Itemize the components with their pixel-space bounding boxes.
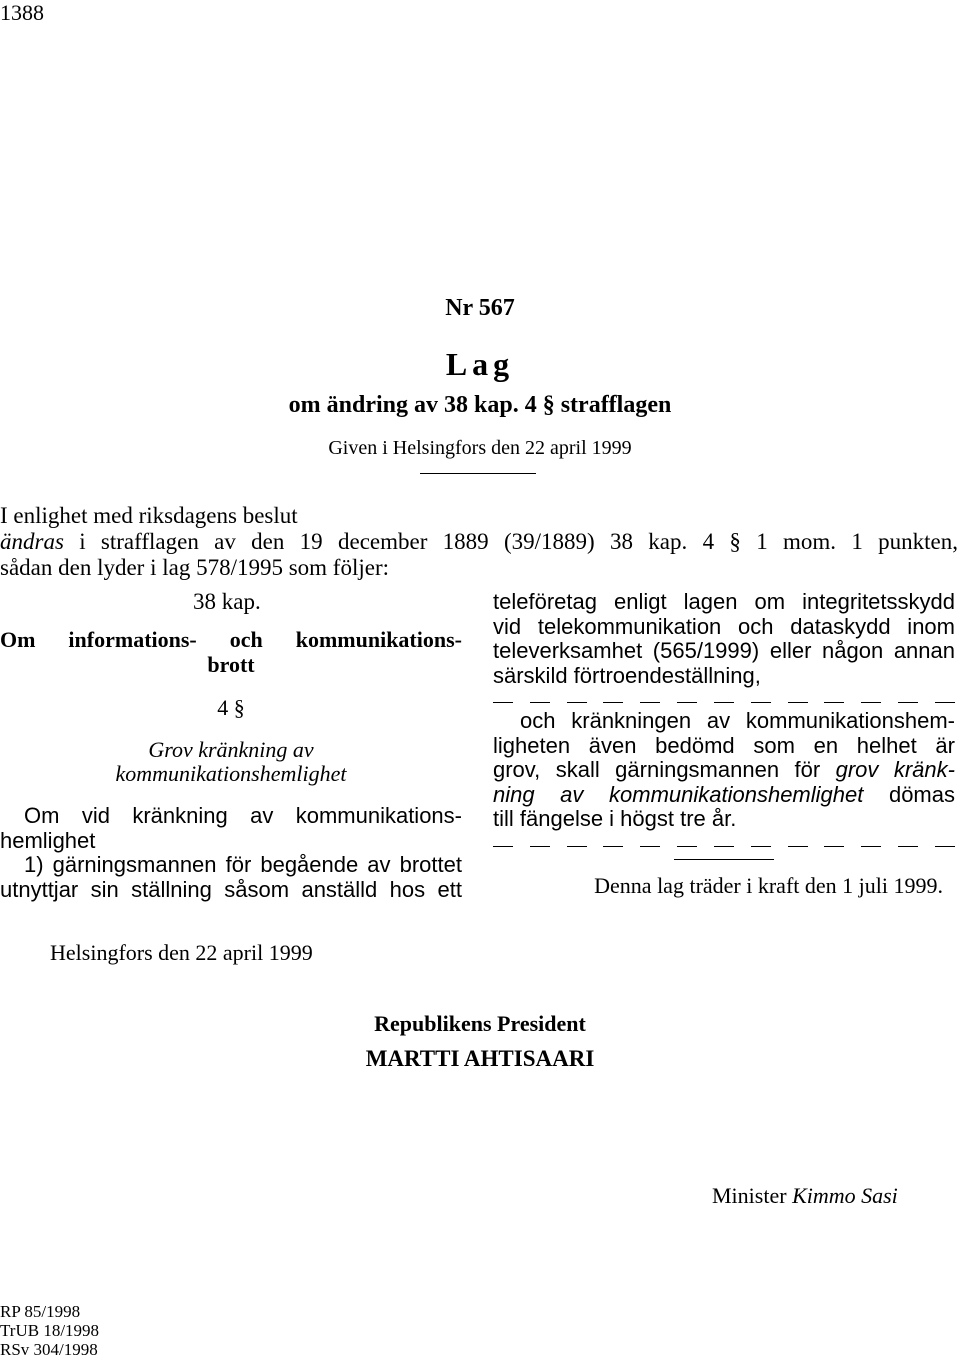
sub-line-2: ligheten även bedömd som en helhet är [493, 732, 955, 758]
enactment-line-3: sådan den lyder i lag 578/1995 som följer: [0, 555, 390, 580]
sub-line-4-italic: ning av kommunikationshemlighet [493, 781, 864, 807]
chapter-heading-line-1: Om informations- och kommunikations- [0, 626, 462, 652]
paragraph-number-value: 4 [217, 694, 229, 720]
right-column [493, 590, 955, 898]
sub-line-4 [493, 783, 955, 808]
enactment-line-2 [0, 529, 958, 555]
law-title-post: strafflagen [560, 392, 672, 418]
left-column [0, 590, 462, 902]
legislative-references [0, 1302, 99, 1359]
law-title-pre: om ändring av 38 kap. 4 [288, 392, 537, 418]
document-type: Lag [445, 346, 515, 382]
body-line-4: utnyttjar sin ställning såsom anställd hos ett [0, 876, 462, 902]
reference-item: TrUB 18/1998 [0, 1321, 100, 1340]
minister-name: Kimmo Sasi [792, 1183, 898, 1208]
omission-dashes [493, 838, 955, 847]
section-sign-icon: § [233, 694, 245, 720]
president-title: Republikens President [374, 1011, 586, 1036]
right-line-2: vid telekommunikation och dataskydd inom [493, 613, 955, 639]
president-name: MARTTI AHTISAARI [365, 1046, 595, 1071]
effective-date: Denna lag träder i kraft den 1 juli 1999. [594, 872, 943, 898]
right-line-1: teleföretag enligt lagen om integritetsskydd [493, 589, 955, 614]
body-line-1: Om vid kränkning av kommunikations- [24, 803, 462, 828]
sub-line-4-post: dömas [888, 781, 955, 807]
minister-signature [712, 1183, 898, 1209]
sub-line-5: till fängelse i högst tre år. [493, 806, 737, 831]
body-line-3: 1) gärningsmannen för begående av brottet [24, 852, 462, 877]
reference-item: RP 85/1998 [0, 1302, 81, 1321]
chapter-heading-line-2: brott [207, 651, 255, 677]
minister-label: Minister [712, 1183, 787, 1208]
law-title [0, 392, 960, 419]
sub-line-3-pre: grov, skall gärningsmannen för [493, 757, 821, 782]
paragraph-title [0, 738, 462, 786]
right-line-4: särskild förtroendeställning, [493, 662, 761, 688]
sub-line-3 [493, 758, 955, 783]
end-divider [674, 859, 774, 860]
enactment-line-1: I enlighet med riksdagens beslut [0, 503, 298, 528]
chapter-heading [0, 627, 462, 677]
subparagraph [493, 709, 955, 832]
header-divider [420, 473, 536, 474]
given-date: Given i Helsingfors den 22 april 1999 [328, 437, 632, 459]
body-line-2: hemlighet [0, 827, 96, 853]
place-date: Helsingfors den 22 april 1999 [50, 940, 313, 965]
sub-line-3-italic: grov kränk- [835, 757, 955, 782]
paragraph-title-line-1: Grov kränkning av [148, 737, 314, 762]
enactment-clause [0, 503, 958, 581]
amend-word: ändras [0, 529, 64, 554]
omission-dashes [493, 694, 955, 703]
sub-line-1: och kränkningen av kommunikationshem- [520, 708, 955, 733]
law-number: Nr 567 [445, 295, 515, 321]
section-sign-icon: § [542, 392, 555, 418]
reference-item: RSv 304/1998 [0, 1340, 98, 1359]
right-line-3: televerksamhet (565/1999) eller någon annan [493, 638, 955, 663]
paragraph-title-line-2: kommunikationshemlighet [115, 761, 347, 786]
amend-text-post: 1 mom. 1 punkten, [756, 529, 959, 554]
paragraph-body [0, 804, 462, 902]
chapter-label: 38 kap. [193, 589, 261, 614]
amend-text-pre: i strafflagen av den 19 december 1889 (39/1889) 38 kap. 4 [79, 529, 715, 554]
page-number: 1388 [0, 0, 44, 25]
paragraph-number [0, 696, 462, 721]
section-sign-icon: § [729, 529, 741, 554]
